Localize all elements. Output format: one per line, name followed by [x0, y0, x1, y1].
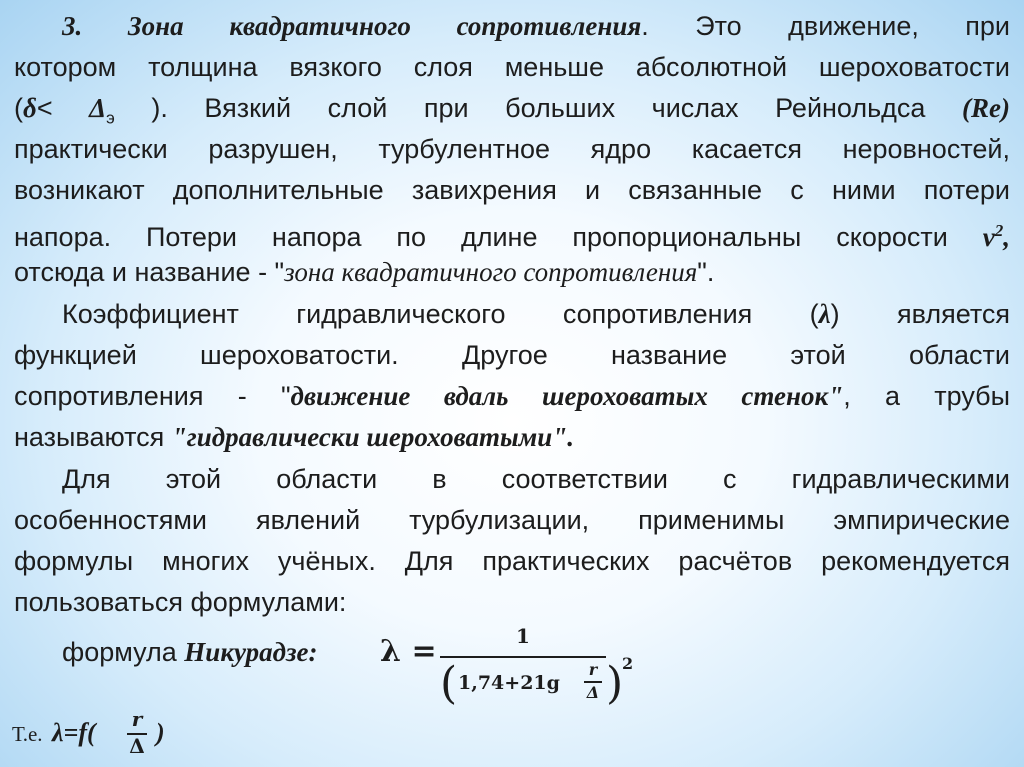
text-span: < [36, 93, 90, 123]
text-span: называются [14, 422, 172, 452]
section-heading: 3. Зона квадратичного сопротивления [62, 11, 642, 41]
formula-numerator: 1 [516, 624, 530, 648]
close-paren: ) [606, 658, 624, 709]
nikuradse-formula [62, 622, 762, 714]
note-denominator: Δ [129, 734, 145, 758]
text-span: Коэффициент гидравлического сопротивления ( [62, 299, 819, 329]
subscript: э [106, 108, 115, 128]
exponent: 2 [622, 654, 634, 673]
text-line: котором толщина вязкого слоя меньше абсолютной шероховатости [14, 52, 1010, 82]
text-line [14, 92, 1010, 134]
text-span: " [828, 381, 844, 411]
italic-span: зона квадратичного сопротивления [284, 257, 698, 287]
note-line [12, 708, 412, 764]
open-paren: ( [440, 658, 458, 709]
text-line: функцией шероховатости. Другое название этой области [14, 340, 1010, 370]
text-span: , а трубы [843, 381, 1011, 411]
text-line: возникают дополнительные завихрения и связанные с ними потери [14, 175, 1010, 205]
text-span: ". [697, 257, 715, 287]
formula-fraction [440, 622, 670, 714]
inner-fraction [582, 660, 604, 706]
delta-symbol: δ [23, 93, 37, 123]
text-line [14, 215, 1010, 253]
text-span: напора. Потери напора по длине пропорциональны скорости [14, 222, 983, 252]
text-line [14, 421, 1010, 453]
note-close-paren: ) [156, 718, 165, 747]
formula-denominator [440, 654, 670, 710]
text-line: особенностями явлений турбулизации, применимы эмпирические [14, 505, 1010, 535]
text-line: пользоваться формулами: [14, 587, 347, 617]
re-symbol: (Re) [962, 93, 1010, 123]
text-line [62, 298, 1010, 330]
text-line: практически разрушен, турбулентное ядро касается неровностей, [14, 134, 1010, 164]
bold-italic-span: "гидравлически шероховатыми". [171, 422, 574, 452]
text-line [14, 256, 1010, 288]
text-span: . Это движение, при [641, 11, 1011, 41]
lambda-symbol: λ [818, 299, 831, 329]
inner-numerator: r [588, 660, 598, 679]
formula-lhs: λ = [380, 634, 437, 669]
text-line [14, 380, 1010, 412]
velocity-symbol: v [982, 222, 995, 252]
text-span: отсюда и название - " [14, 257, 285, 287]
fraction-bar [440, 656, 606, 658]
text-line: формулы многих учёных. Для практических расчётов рекомендуется [14, 546, 1010, 576]
formula-name: Никурадзе: [184, 637, 318, 667]
text-line [62, 10, 1010, 42]
text-span: ( [14, 93, 23, 123]
text-span: сопротивления - " [14, 381, 291, 411]
superscript: 2 [994, 221, 1004, 240]
formula-label [62, 636, 318, 668]
text-span: ). Вязкий слой при больших числах Рейнольдса [114, 93, 963, 123]
text-line: Для этой области в соответствии с гидравлическими [62, 464, 1010, 494]
bold-italic-span: движение вдаль шероховатых стенок [290, 381, 829, 411]
text-span: , [1003, 222, 1010, 252]
inner-denominator: Δ [586, 683, 600, 702]
text-span: ) является [830, 299, 1010, 329]
note-fraction [124, 708, 150, 760]
denominator-text: 1,74+21g [458, 672, 560, 694]
text-span: формула [62, 637, 185, 667]
note-numerator: r [131, 707, 143, 731]
delta-e-symbol: Δ [89, 93, 107, 123]
note-expression: λ=f( [52, 718, 96, 747]
note-label: Т.е. [12, 722, 43, 746]
